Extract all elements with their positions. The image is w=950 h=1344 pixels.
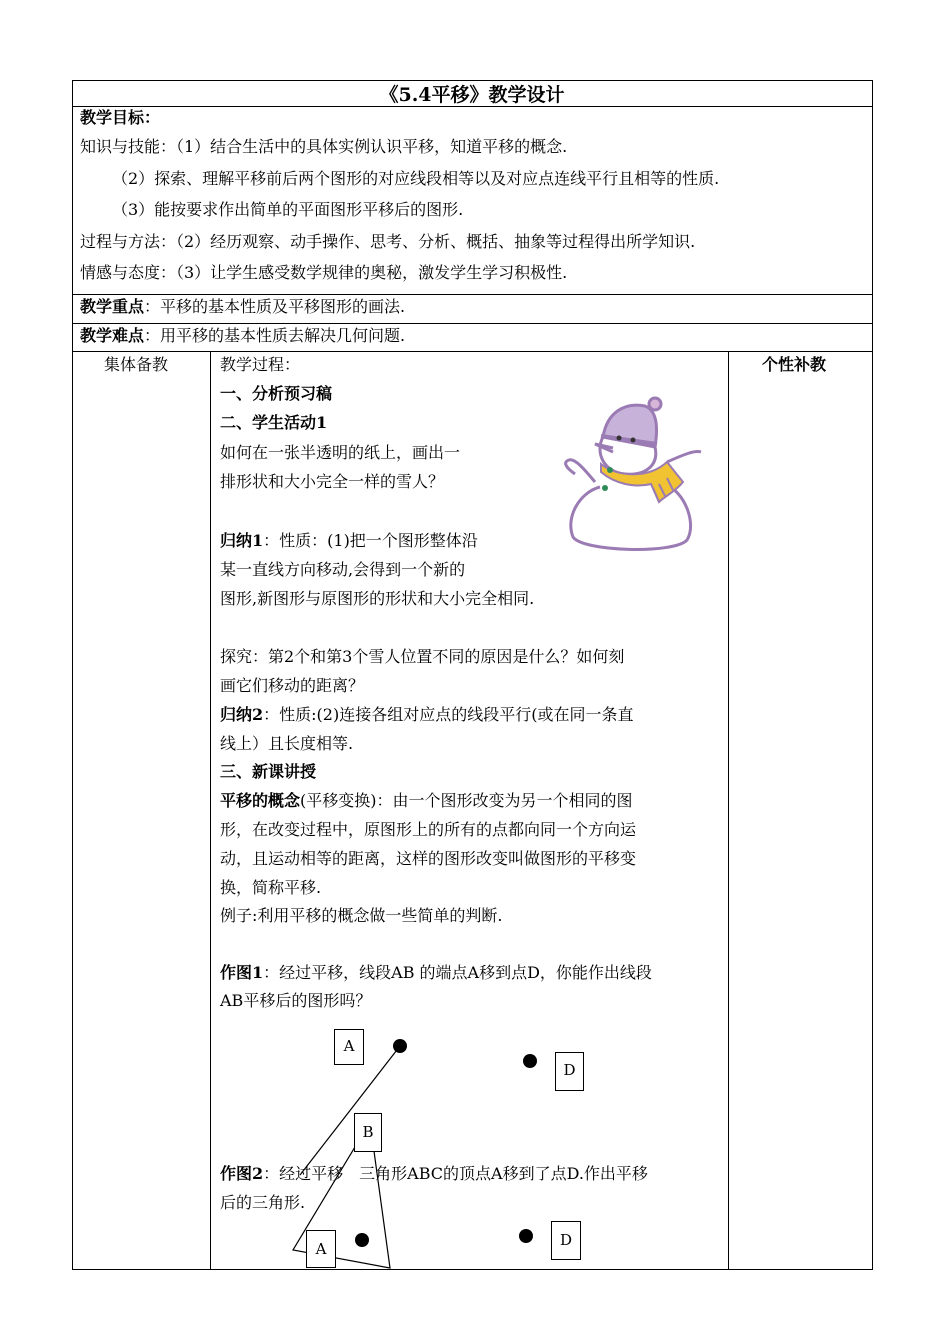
objective-line: 知识与技能：（1）结合生活中的具体实例认识平移，知道平移的概念. [80, 137, 568, 156]
difficulty-text: ：用平移的基本性质去解决几何问题. [144, 326, 406, 345]
induction2-line [220, 705, 633, 725]
induction2-label: 归纳2 [220, 705, 264, 724]
difficulty-label: 教学难点 [80, 326, 145, 345]
key-point-text: ：平移的基本性质及平移图形的画法. [144, 297, 406, 316]
process-heading: 教学过程： [220, 355, 301, 374]
induction2-line: 线上）且长度相等. [220, 734, 354, 753]
draw2-label: 作图2 [220, 1164, 264, 1183]
induction1-line: 某一直线方向移动,会得到一个新的 [220, 560, 466, 579]
point-d2-dot [519, 1229, 533, 1243]
label-a: A [334, 1029, 364, 1065]
induction1-line [220, 531, 478, 551]
difficulty [80, 326, 405, 346]
draw1-text: ：经过平移，线段AB 的端点A移到点D，你能作出线段 [263, 963, 652, 982]
draw1-line [220, 963, 652, 983]
concept-line: 形，在改变过程中，原图形上的所有的点都向同一个方向运 [220, 820, 637, 839]
explore-line: 探究：第2个和第3个雪人位置不同的原因是什么？如何刻 [220, 647, 625, 666]
draw2-line: 后的三角形. [220, 1193, 306, 1212]
induction1-text: ：性质：(1)把一个图形整体沿 [263, 531, 478, 550]
draw2-text: ：经过平移 [263, 1164, 344, 1183]
draw2-text: 三角形ABC的顶点A移到了点D.作出平移 [359, 1164, 648, 1183]
draw1-label: 作图1 [220, 963, 264, 982]
objective-line: （3）能按要求作出简单的平面图形平移后的图形. [112, 200, 464, 219]
label-d: D [555, 1052, 584, 1091]
column-right-header: 个性补教 [762, 355, 827, 374]
concept-label: 平移的概念 [220, 791, 301, 810]
concept-line: 动，且运动相等的距离，这样的图形改变叫做图形的平移变 [220, 849, 637, 868]
rule-objectives [72, 294, 873, 295]
point-d-dot [523, 1054, 537, 1068]
figure1-diagram [290, 1030, 690, 1280]
concept-line: 换，简称平移. [220, 878, 322, 897]
point-a2-dot [355, 1233, 369, 1247]
rule-col1 [210, 351, 211, 1270]
question-line: 排形状和大小完全一样的雪人？ [220, 472, 445, 491]
example-line: 例子:利用平移的概念做一些简单的判断. [220, 906, 503, 925]
objectives-heading: 教学目标： [80, 108, 161, 127]
section-heading: 三、新课讲授 [220, 762, 317, 781]
concept-line [220, 791, 633, 811]
page-title: 《5.4平移》教学设计 [379, 84, 565, 106]
rule-title [72, 106, 873, 107]
snowman-illustration [555, 392, 715, 552]
key-point-label: 教学重点 [80, 297, 145, 316]
key-point [80, 297, 405, 317]
question-line: 如何在一张半透明的纸上，画出一 [220, 443, 461, 462]
column-left-header: 集体备教 [104, 355, 169, 374]
induction2-text: ：性质:(2)连接各组对应点的线段平行(或在同一条直 [263, 705, 634, 724]
section-heading: 一、分析预习稿 [220, 384, 333, 403]
objective-line: 过程与方法：（2）经历观察、动手操作、思考、分析、概括、抽象等过程得出所学知识. [80, 232, 696, 251]
rule-difficulty [72, 351, 873, 352]
induction1-line: 图形,新图形与原图形的形状和大小完全相同. [220, 589, 535, 608]
section-heading: 二、学生活动1 [220, 413, 328, 432]
objective-line: 情感与态度：（3）让学生感受数学规律的奥秘，激发学生学习积极性. [80, 263, 568, 282]
label-d2: D [551, 1221, 581, 1260]
point-a-dot [393, 1039, 407, 1053]
label-b: B [354, 1113, 382, 1152]
induction1-label: 归纳1 [220, 531, 264, 550]
label-a2: A [306, 1230, 336, 1268]
rule-col2 [728, 351, 729, 1270]
explore-line: 画它们移动的距离？ [220, 676, 365, 695]
concept-text: (平移变换)：由一个图形改变为另一个相同的图 [300, 791, 633, 810]
rule-keypoint [72, 323, 873, 324]
draw1-line: AB平移后的图形吗？ [220, 991, 372, 1010]
objective-line: （2）探索、理解平移前后两个图形的对应线段相等以及对应点连线平行且相等的性质. [112, 169, 720, 188]
